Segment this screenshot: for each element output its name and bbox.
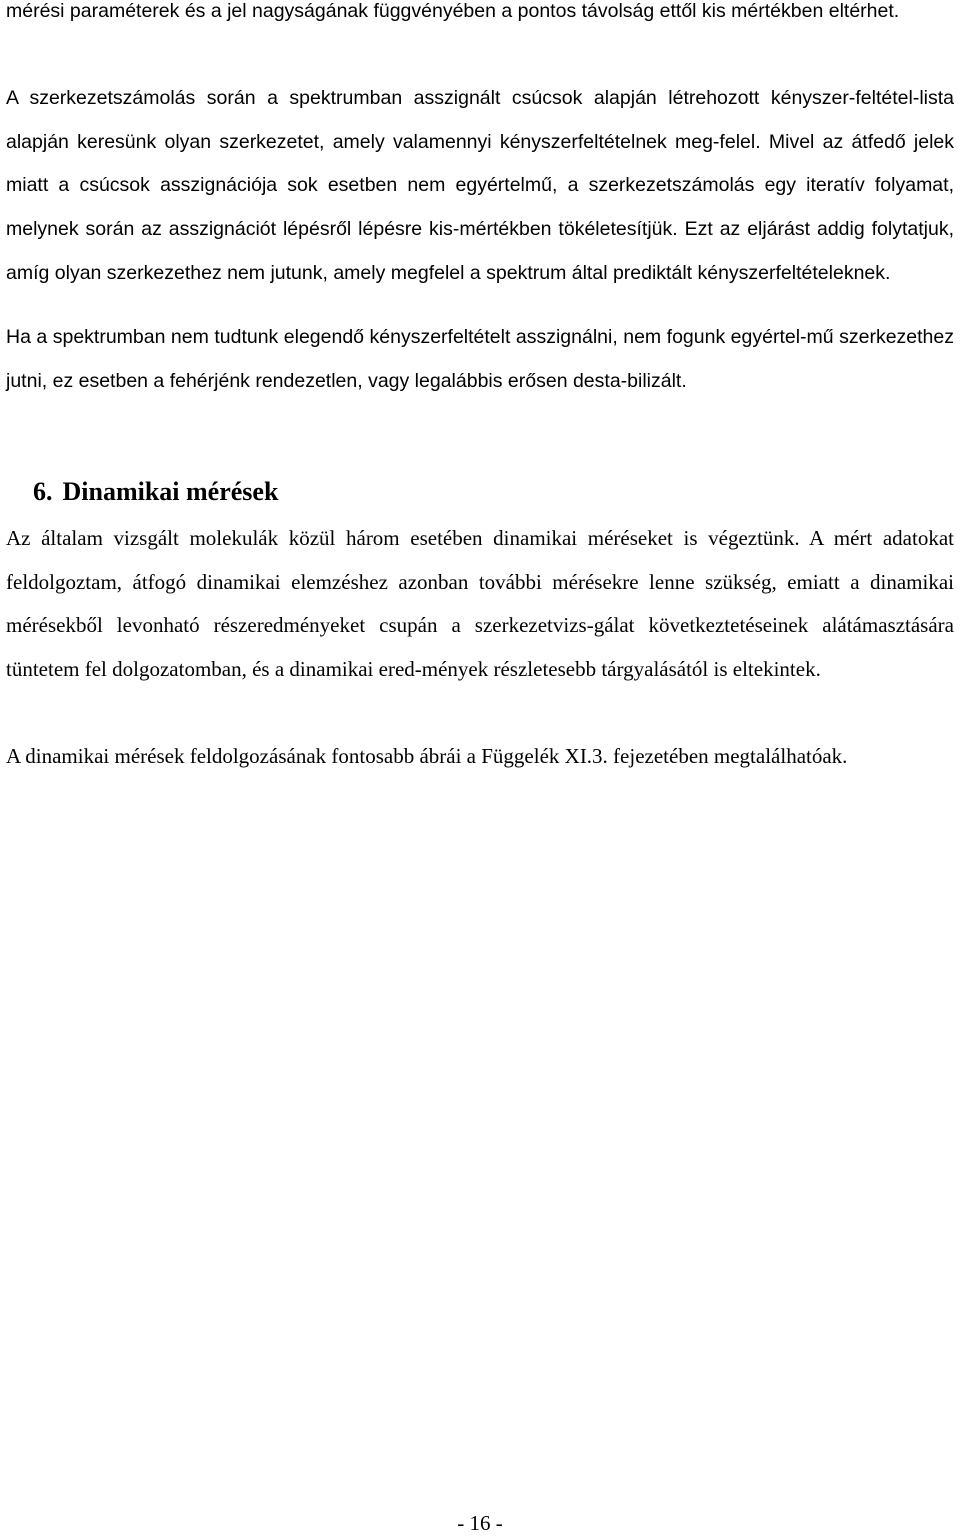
paragraph-structure-calculation <box>6 77 954 296</box>
paragraph-insufficient-constraints: Ha a spektrumban nem tudtunk elegendő kényszerfeltételt asszignálni, nem fogunk egyértel-mű szerkezethez jutni, ez esetben a fehérjénk rendezetlen, vagy legalábbis erősen desta-bilizált. <box>6 326 954 392</box>
sentence-procedure-end: Ezt az eljárást addig folytatjuk, amíg olyan szerkezethez nem jutunk, amely megfelel a spektrum által prediktált kényszerfeltételeknek. <box>6 218 954 284</box>
paragraph-intro-continuation: mérési paraméterek és a jel nagyságának függvényében a pontos távolság ettől kis mértékben eltérhet. <box>6 0 900 22</box>
section-number: 6. <box>33 477 53 506</box>
sentence-iterative-assignment: Mivel az átfedő jelek miatt a csúcsok asszignációja sok esetben nem egyértelmű, a szerkezetszámolás egy iteratív folyamat, melynek során az asszignációt lépésről lépésre kis-mértékben tökéletesítjük. <box>6 130 955 241</box>
section-title: Dinamikai mérések <box>62 477 279 506</box>
sentence-constraint-search: A szerkezetszámolás során a spektrumban asszignált csúcsok alapján létrehozott kényszer-feltétel-lista alapján keresünk olyan szerkezetet, amely valamennyi kényszerfeltételnek meg-felel. <box>6 87 954 153</box>
paragraph-appendix-reference: A dinamikai mérések feldolgozásának fontosabb ábrái a Függelék XI.3. fejezetében megtalálhatóak. <box>6 744 848 768</box>
section-heading <box>33 470 278 514</box>
page-number: - 16 - <box>457 1511 503 1535</box>
paragraph-dynamics-measurements: Az általam vizsgált molekulák közül három esetében dinamikai méréseket is végeztünk. A mért adatokat feldolgoztam, átfogó dinamikai elemzéshez azonban további mérésekre lenne szükség, emiatt a dinamikai mérésekből levonható részeredményeket csupán a szerkezetvizs-gálat következtetéseinek alátámasztására tüntetem fel dolgozatomban, és a dinamikai ered-mények részletesebb tárgyalásától is eltekintek. <box>6 526 954 682</box>
